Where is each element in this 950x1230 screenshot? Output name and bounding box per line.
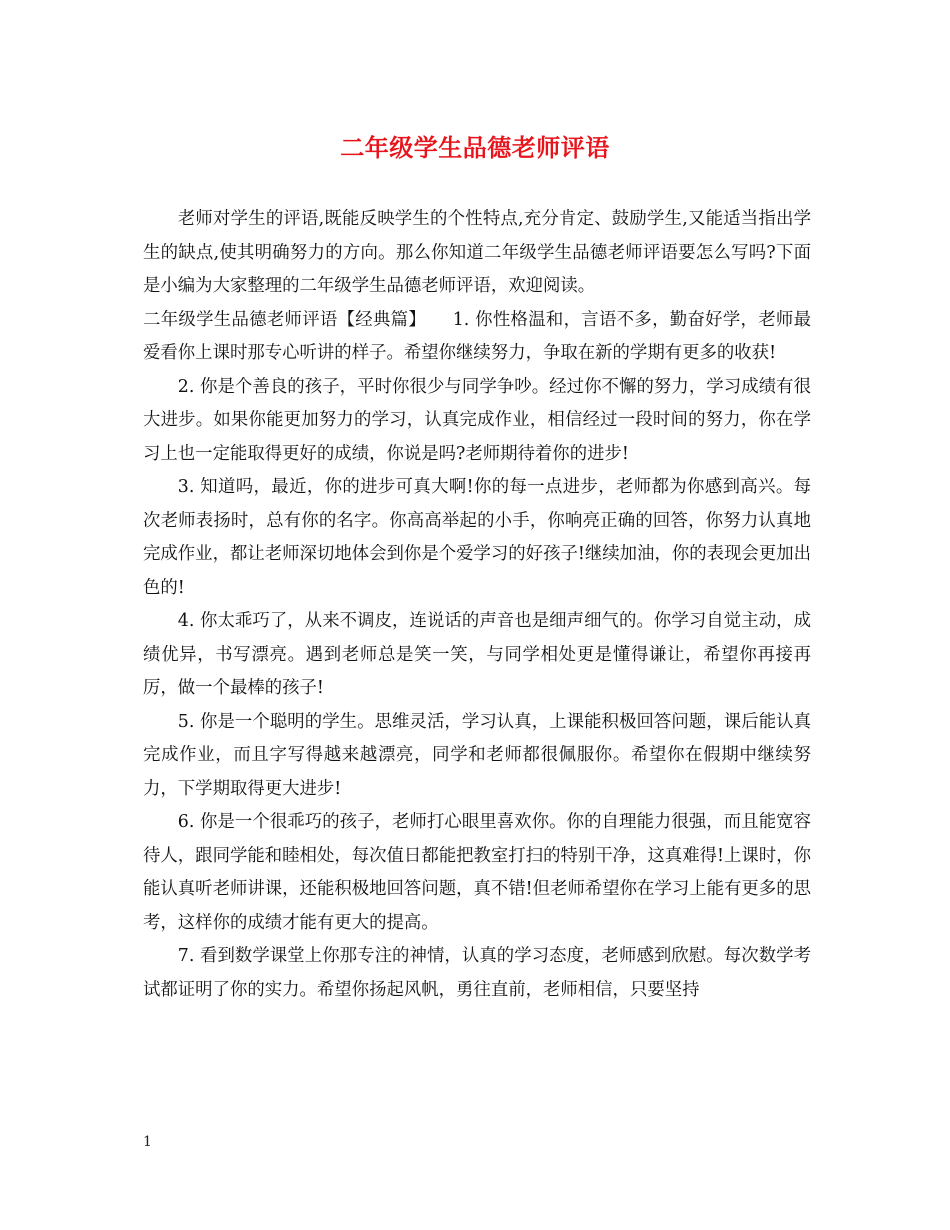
comment-paragraph-4: 4. 你太乖巧了，从来不调皮，连说话的声音也是细声细气的。你学习自觉主动，成绩优异，书写漂亮。遇到老师总是笑一笑，与同学相处更是懂得谦让，希望你再接再厉，做一个最棒的孩子! xyxy=(143,611,811,698)
document-body xyxy=(143,203,811,1007)
comment-paragraph-5: 5. 你是一个聪明的学生。思维灵活，学习认真，上课能积极回答问题，课后能认真完成作业，而且字写得越来越漂亮，同学和老师都很佩服你。希望你在假期中继续努力，下学期取得更大进步! xyxy=(143,711,811,799)
comment-paragraph-2: 2. 你是个善良的孩子，平时你很少与同学争吵。经过你不懈的努力，学习成绩有很大进步。如果你能更加努力的学习，认真完成作业，相信经过一段时间的努力，你在学习上也一定能取得更好的成绩，你说是吗?老师期待着你的进步! xyxy=(143,376,811,464)
intro-paragraph: 老师对学生的评语,既能反映学生的个性特点,充分肯定、鼓励学生,又能适当指出学生的缺点,使其明确努力的方向。那么你知道二年级学生品德老师评语要怎么写吗?下面是小编为大家整理的二年级学生品德老师评语，欢迎阅读。 xyxy=(143,209,811,296)
section-heading-paragraph: 二年级学生品德老师评语【经典篇】 1. 你性格温和，言语不多，勤奋好学，老师最爱看你上课时那专心听讲的样子。希望你继续努力，争取在新的学期有更多的收获! xyxy=(143,309,811,363)
document-title: 二年级学生品德老师评语 xyxy=(340,133,610,162)
comment-paragraph-6: 6. 你是一个很乖巧的孩子，老师打心眼里喜欢你。你的自理能力很强，而且能宽容待人，跟同学能和睦相处，每次值日都能把教室打扫的特别干净，这真难得!上课时，你能认真听老师讲课，还能积极地回答问题，真不错!但老师希望你在学习上能有更多的思考，这样你的成绩才能有更大的提高。 xyxy=(143,812,811,933)
comment-paragraph-7: 7. 看到数学课堂上你那专注的神情，认真的学习态度，老师感到欣慰。每次数学考试都证明了你的实力。希望你扬起风帆，勇往直前，老师相信，只要坚持 xyxy=(143,946,811,1000)
comment-paragraph-3: 3. 知道吗，最近，你的进步可真大啊!你的每一点进步，老师都为你感到高兴。每次老师表扬时，总有你的名字。你高高举起的小手，你响亮正确的回答，你努力认真地完成作业，都让老师深切地体会到你是个爱学习的好孩子!继续加油，你的表现会更加出色的! xyxy=(143,477,811,598)
page-number: 1 xyxy=(143,1134,152,1150)
